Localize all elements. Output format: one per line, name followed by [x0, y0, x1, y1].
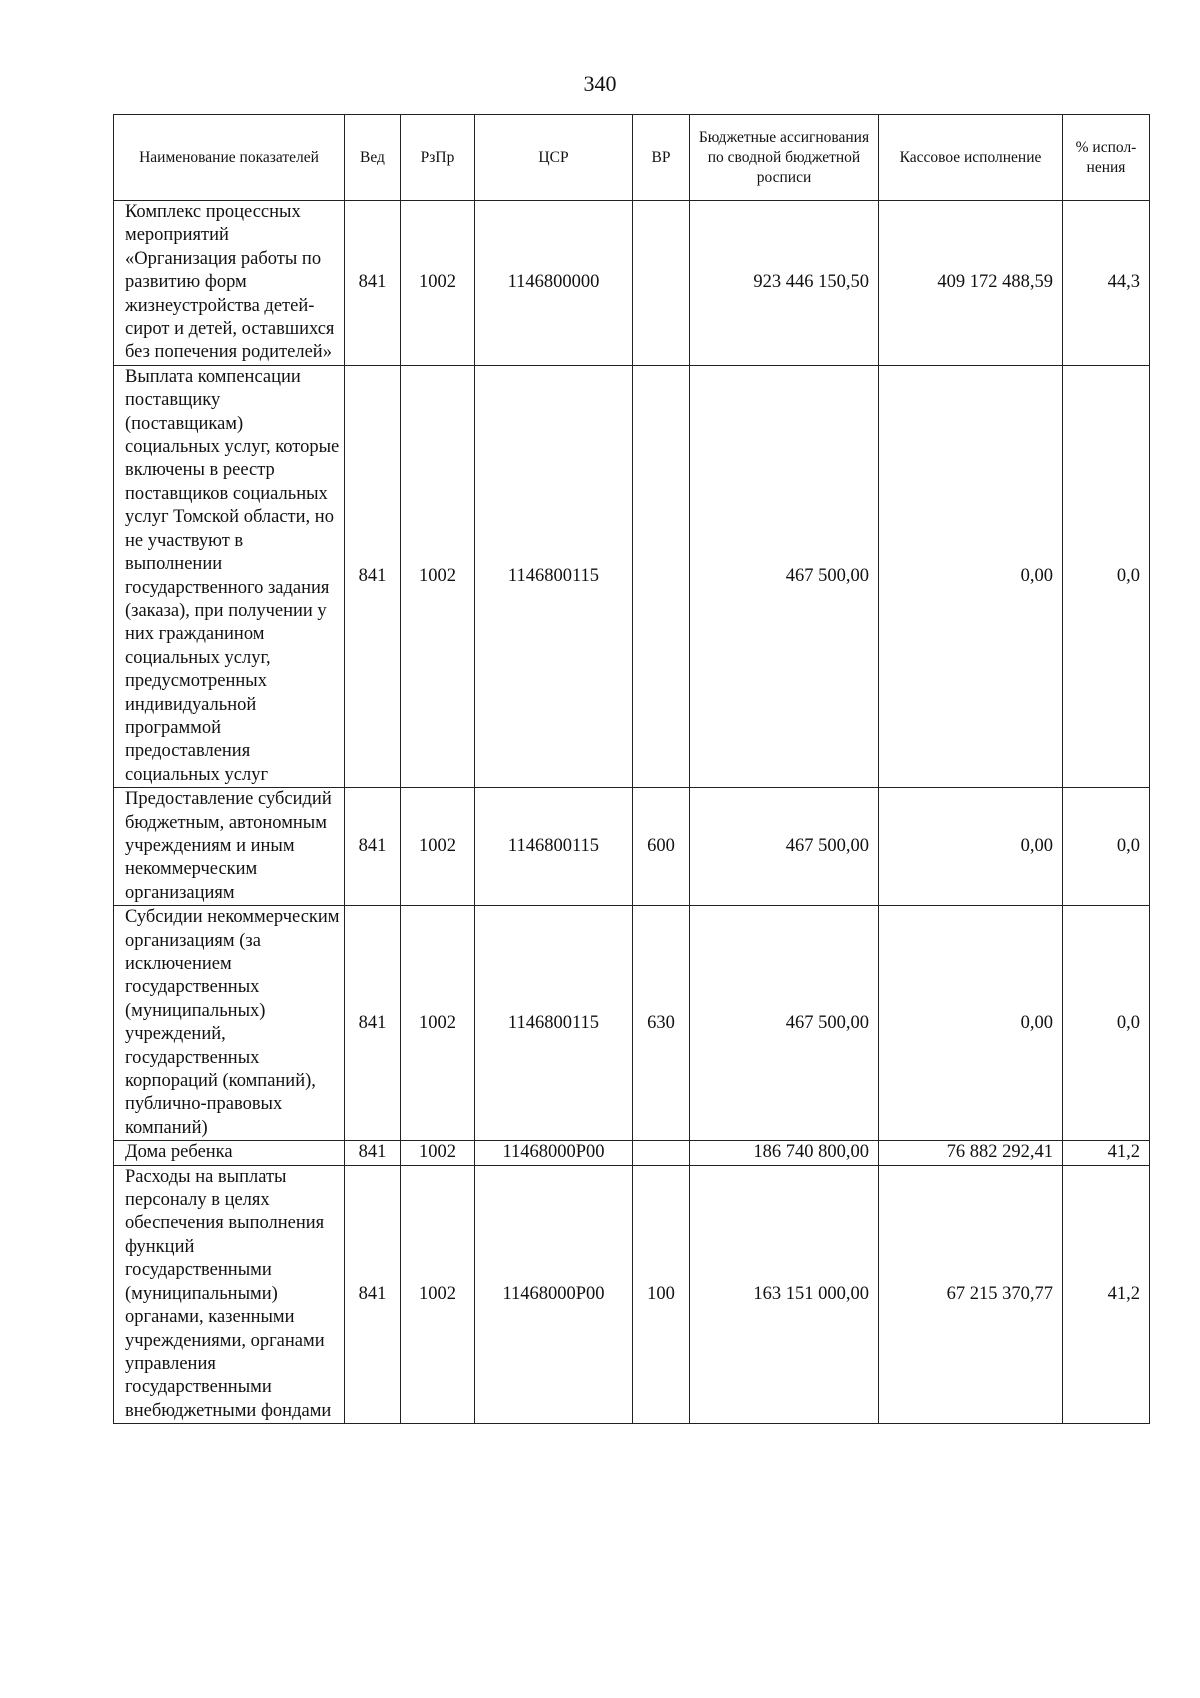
- row-csr: 1146800115: [475, 906, 633, 1141]
- row-vr: 600: [633, 788, 690, 906]
- row-percent: 0,0: [1063, 365, 1150, 787]
- row-vr: [633, 1141, 690, 1165]
- row-budget: 467 500,00: [690, 365, 879, 787]
- row-csr: 11468000Р00: [475, 1165, 633, 1423]
- row-cash: 0,00: [879, 365, 1063, 787]
- row-ved: 841: [345, 1141, 401, 1165]
- row-percent: 0,0: [1063, 788, 1150, 906]
- table-row: [114, 1165, 1150, 1423]
- table-row: [114, 201, 1150, 366]
- row-percent: 41,2: [1063, 1141, 1150, 1165]
- row-percent: 0,0: [1063, 906, 1150, 1141]
- header-cash: Кассовое исполнение: [879, 115, 1063, 201]
- row-budget: 467 500,00: [690, 788, 879, 906]
- header-name: Наименование показателей: [114, 115, 345, 201]
- row-rzpr: 1002: [401, 365, 475, 787]
- row-cash: 67 215 370,77: [879, 1165, 1063, 1423]
- row-vr: [633, 365, 690, 787]
- row-ved: 841: [345, 788, 401, 906]
- row-rzpr: 1002: [401, 788, 475, 906]
- table-row: [114, 1141, 1150, 1165]
- row-name: Субсидии некоммерческим организациям (за исключением государственных (муниципальных) учреждений, государственных корпораций (компаний), публично-правовых компаний): [114, 906, 345, 1141]
- row-vr: 100: [633, 1165, 690, 1423]
- row-name: Дома ребенка: [114, 1141, 345, 1165]
- row-ved: 841: [345, 1165, 401, 1423]
- row-cash: 76 882 292,41: [879, 1141, 1063, 1165]
- header-rzpr: РзПр: [401, 115, 475, 201]
- table-row: [114, 906, 1150, 1141]
- row-ved: 841: [345, 201, 401, 366]
- row-percent: 44,3: [1063, 201, 1150, 366]
- row-rzpr: 1002: [401, 1165, 475, 1423]
- row-cash: 0,00: [879, 788, 1063, 906]
- row-csr: 11468000Р00: [475, 1141, 633, 1165]
- row-csr: 1146800000: [475, 201, 633, 366]
- header-budget: Бюджетные ассигнования по сводной бюджетной росписи: [690, 115, 879, 201]
- row-ved: 841: [345, 906, 401, 1141]
- row-budget: 186 740 800,00: [690, 1141, 879, 1165]
- row-csr: 1146800115: [475, 788, 633, 906]
- row-budget: 923 446 150,50: [690, 201, 879, 366]
- row-budget: 163 151 000,00: [690, 1165, 879, 1423]
- header-csr: ЦСР: [475, 115, 633, 201]
- row-rzpr: 1002: [401, 1141, 475, 1165]
- budget-execution-table: [113, 114, 1150, 1424]
- row-csr: 1146800115: [475, 365, 633, 787]
- row-cash: 0,00: [879, 906, 1063, 1141]
- header-percent: % испол-нения: [1063, 115, 1150, 201]
- row-vr: 630: [633, 906, 690, 1141]
- row-vr: [633, 201, 690, 366]
- table-header-row: [114, 115, 1150, 201]
- row-name: Предоставление субсидий бюджетным, автономным учреждениям и иным некоммерческим организациям: [114, 788, 345, 906]
- row-name: Расходы на выплаты персоналу в целях обеспечения выполнения функций государственными (муниципальными) органами, казенными учреждениями, органами управления государственными внебюджетными фондами: [114, 1165, 345, 1423]
- page-number: 340: [583, 71, 617, 96]
- row-percent: 41,2: [1063, 1165, 1150, 1423]
- row-ved: 841: [345, 365, 401, 787]
- row-name: Выплата компенсации поставщику (поставщикам) социальных услуг, которые включены в реестр поставщиков социальных услуг Томской области, но не участвуют в выполнении государственного задания (заказа), при получении у них гражданином социальных услуг, предусмотренных индивидуальной программой предоставления социальных услуг: [114, 365, 345, 787]
- table-row: [114, 788, 1150, 906]
- table-row: [114, 365, 1150, 787]
- row-name: Комплекс процессных мероприятий «Организация работы по развитию форм жизнеустройства детей-сирот и детей, оставшихся без попечения родителей»: [114, 201, 345, 366]
- row-cash: 409 172 488,59: [879, 201, 1063, 366]
- row-rzpr: 1002: [401, 201, 475, 366]
- header-vr: ВР: [633, 115, 690, 201]
- header-ved: Вед: [345, 115, 401, 201]
- row-budget: 467 500,00: [690, 906, 879, 1141]
- row-rzpr: 1002: [401, 906, 475, 1141]
